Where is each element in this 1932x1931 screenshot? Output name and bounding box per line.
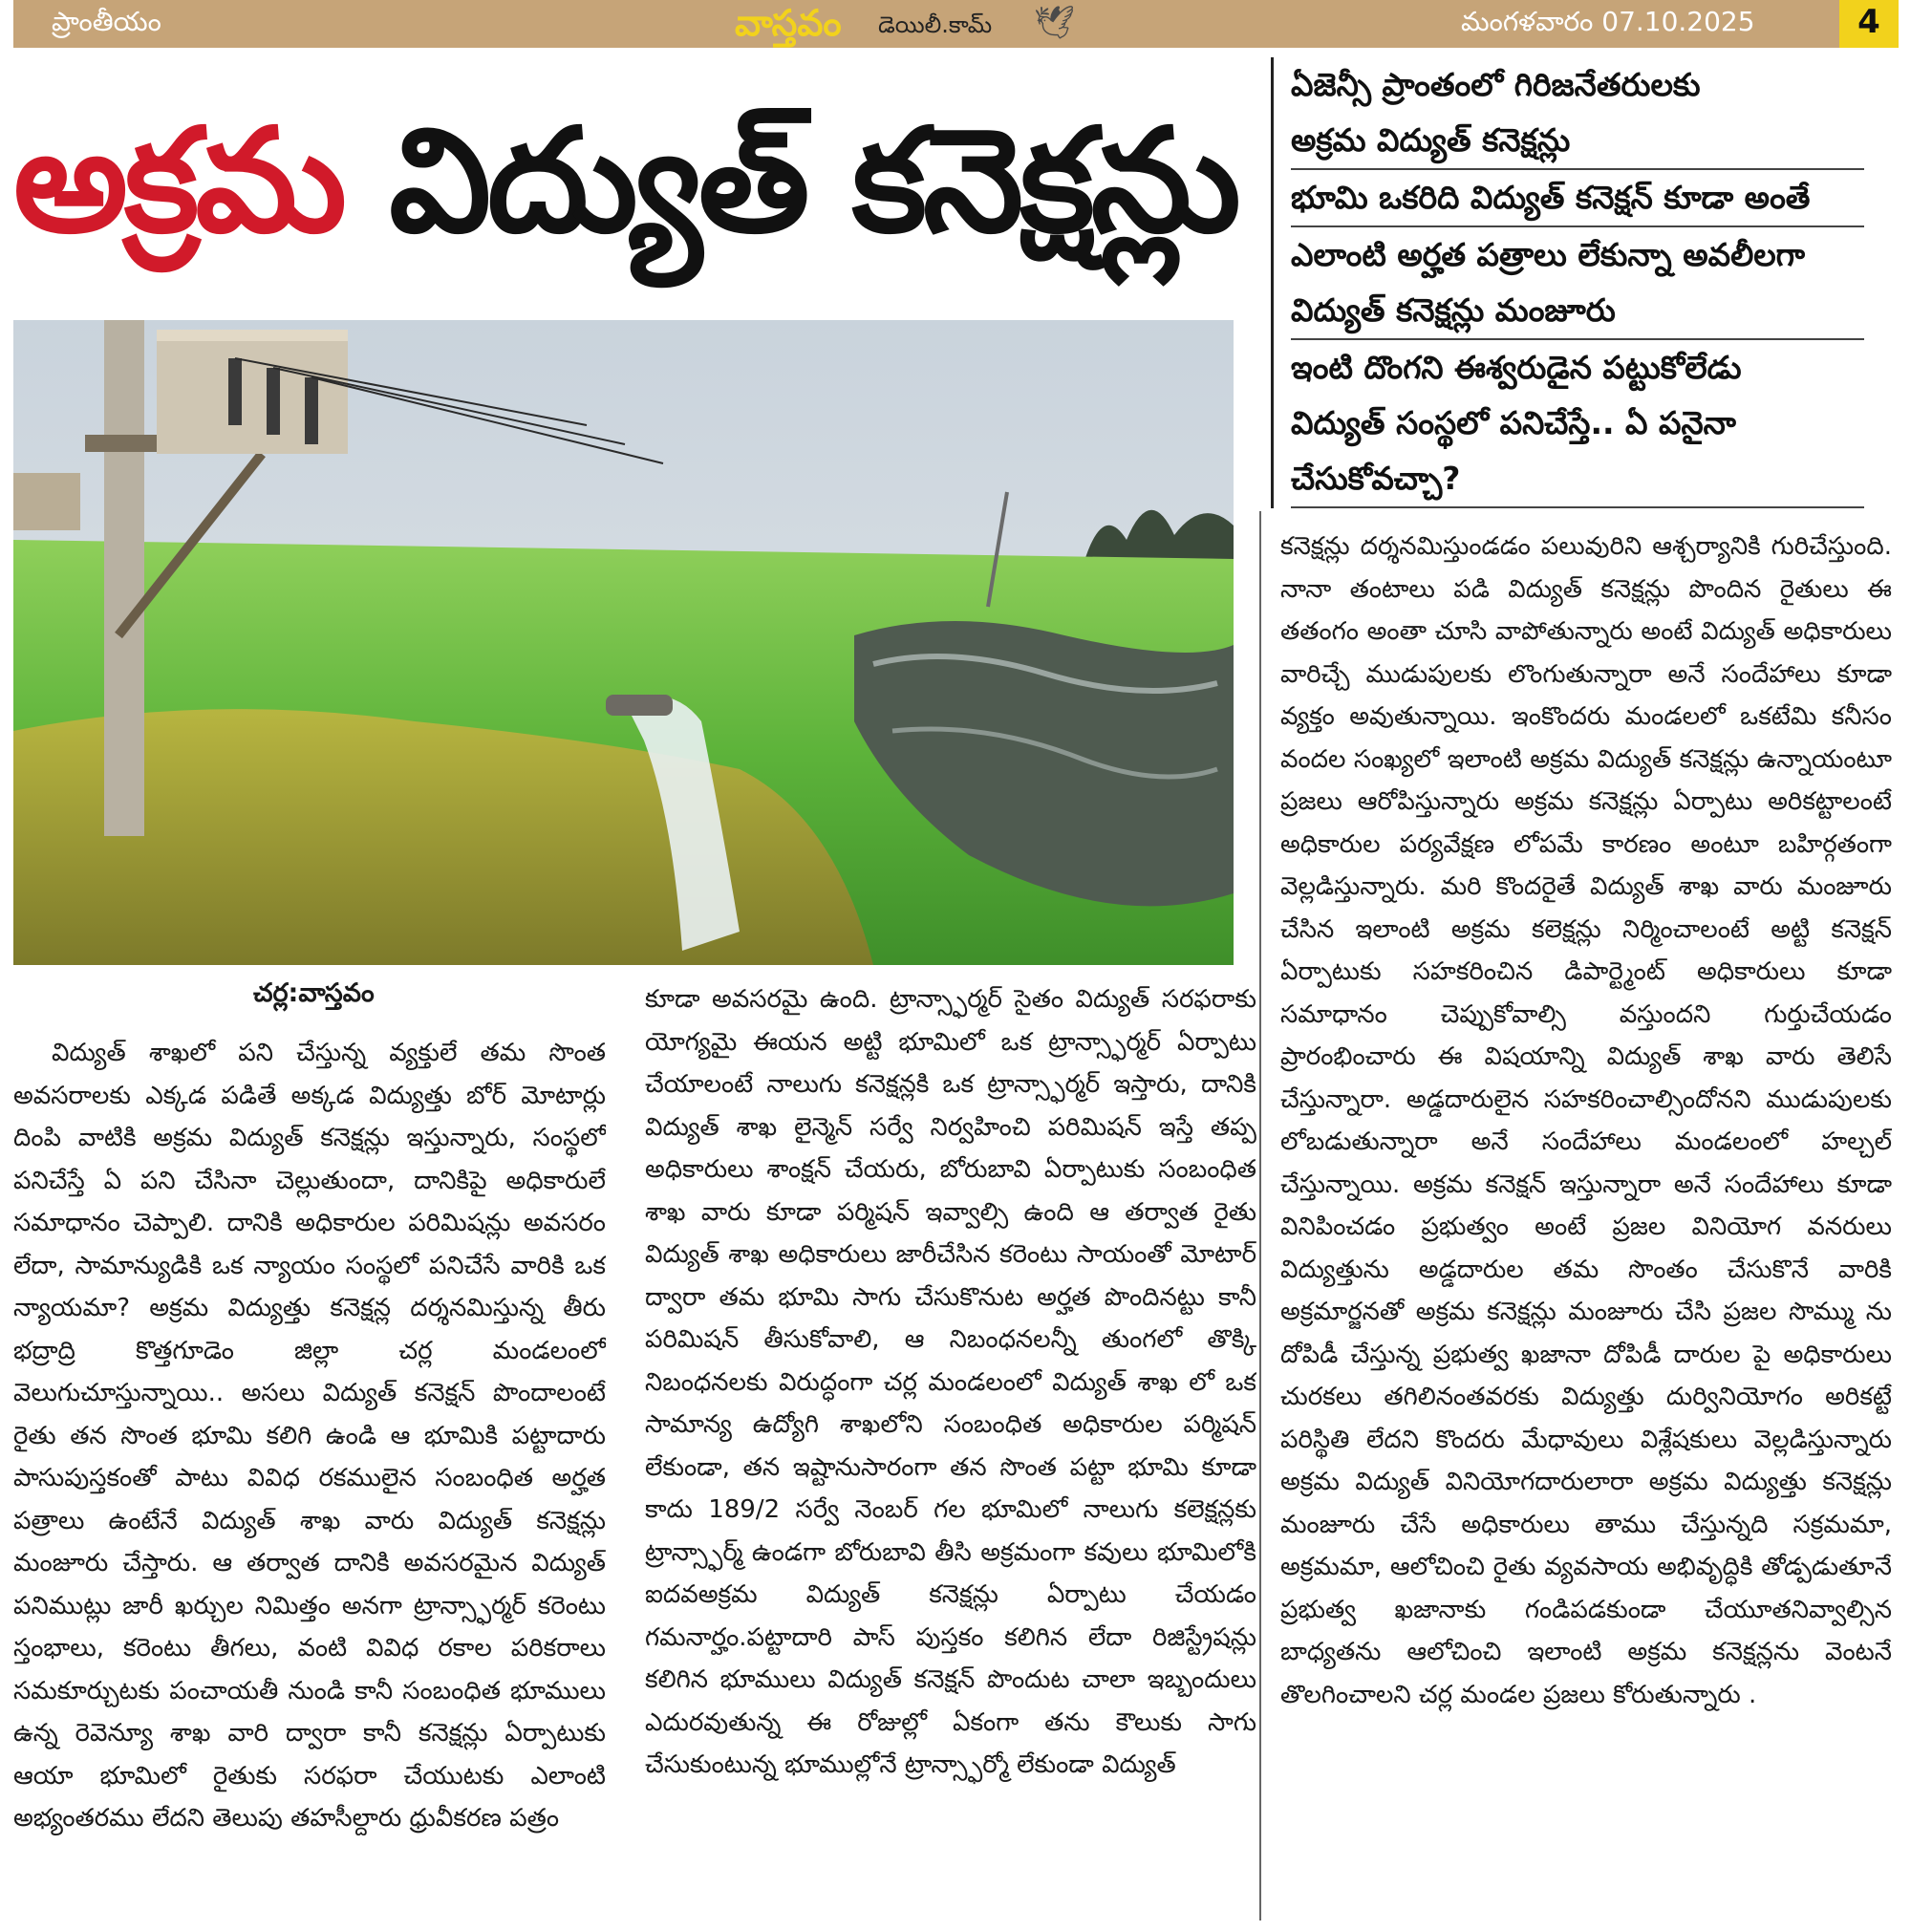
- kicker-line: ఎలాంటి అర్హత పత్రాలు లేకున్నా అవలీలగా: [1291, 236, 1806, 273]
- section-label: ప్రాంతీయం: [52, 6, 161, 37]
- headline-red-part: అక్రమ: [13, 98, 344, 265]
- article-column-2: [645, 978, 1256, 1920]
- kicker-line: ఏజెన్సీ ప్రాంతంలో గిరిజనేతరులకు: [1291, 66, 1701, 103]
- masthead-site: డెయిలీ.కామ్: [878, 11, 993, 38]
- header-bar: [13, 0, 1898, 48]
- article-photo: [13, 320, 1234, 965]
- body-paragraph: విద్యుత్ శాఖలో పని చేస్తున్న వ్యక్తులే తమ సొంత అవసరాలకు ఎక్కడ పడితే అక్కడ విద్యుత్తు బోర్ మోటార్లు దింపి వాటికి అక్రమ విద్యుత్ కనెక్షన్లు ఇస్తున్నారు, సంస్థలో పనిచేస్తే ఏ పని చేసినా చెల్లుతుందా, దానికిపై అధికారులే సమాధానం చెప్పాలి. దానికి అధికారుల పరిమిషన్లు అవసరం లేదా, సామాన్యుడికి ఒక న్యాయం సంస్థలో పనిచేసే వారికి ఒక న్యాయమా? అక్రమ విద్యుత్తు కనెక్షన్ల దర్శనమిస్తున్న తీరు భద్రాద్రి కొత్తగూడెం జిల్లా చర్ల మండలంలో వెలుగుచూస్తున్నాయి.. అసలు విద్యుత్ కనెక్షన్ పొందాలంటే రైతు తన సొంత భూమి కలిగి ఉండి ఆ భూమికి పట్టాదారు పాసుపుస్తకంతో పాటు వివిధ రకములైన సంబంధిత అర్హత పత్రాలు ఉంటేనే విద్యుత్ శాఖ వారు విద్యుత్ కనెక్షన్లు మంజూరు చేస్తారు. ఆ తర్వాత దానికి అవసరమైన విద్యుత్ పనిముట్లు జారీ ఖర్చుల నిమిత్తం అనగా ట్రాన్స్ఫార్మర్ కరెంటు స్తంభాలు, కరెంటు తీగలు, వంటి వివిధ రకాల పరికరాలు సమకూర్చుటకు పంచాయతీ నుండి కానీ సంబంధిత భూములు ఉన్న రెవెన్యూ శాఖ వారి ద్వారా కానీ కనెక్షన్లు ఏర్పాటుకు ఆయా భూమిలో రైతుకు సరఫరా చేయుటకు ఎలాంటి అభ్యంతరము లేదని తెలుపు తహసీల్దారు ధ్రువీకరణ పత్రం: [13, 1039, 606, 1833]
- body-paragraph: కనెక్షన్లు దర్శనమిస్తుండడం పలువురిని ఆశ్చర్యానికి గురిచేస్తుంది. నానా తంటాలు పడి విద్యుత్ కనెక్షన్లు పొందిన రైతులు ఈ తతంగం అంతా చూసి వాపోతున్నారు అంటే విద్యుత్ అధికారులు వారిచ్చే ముడుపులకు లొంగుతున్నారా అనే సందేహాలు కూడా వ్యక్తం అవుతున్నాయి. ఇంకొందరు మండలలో ఒకటేమి కనీసం వందల సంఖ్యలో ఇలాంటి అక్రమ విద్యుత్ కనెక్షన్లు ఉన్నాయంటూ ప్రజలు ఆరోపిస్తున్నారు అక్రమ కనెక్షన్లు ఏర్పాటు అరికట్టాలంటే అధికారుల పర్యవేక్షణ లోపమే కారణం అంటూ బహిర్గతంగా వెల్లడిస్తున్నారు. మరి కొందరైతే విద్యుత్ శాఖ వారు మంజూరు చేసిన ఇలాంటి అక్రమ కలెక్షన్లు నిర్మించాలంటే అట్టి కనెక్షన్ ఏర్పాటుకు సహకరించిన డిపార్ట్మెంట్ అధికారులు కూడా సమాధానం చెప్పుకోవాల్సి వస్తుందని గుర్తుచేయడం ప్రారంభించారు ఈ విషయాన్ని విద్యుత్ శాఖ వారు తెలిసే చేస్తున్నారా. అడ్డదారులైన సహకరించాల్సిందోనని ముడుపులకు లోబడుతున్నారా అనే సందేహాలు మండలంలో హల్చల్ చేస్తున్నాయి. అక్రమ కనెక్షన్ ఇస్తున్నారా అనే సందేహాలు కూడా వినిపించడం ప్రభుత్వం అంటే ప్రజల వినియోగ వనరులు విద్యుత్తును అడ్డదారుల తమ సొంతం చేసుకొనే వారికి అక్రమార్జనతో అక్రమ కనెక్షన్లు మంజూరు చేసి ప్రజల సొమ్ము ను దోపిడీ చేస్తున్న ప్రభుత్వ ఖజానా దోపిడీ దారుల పై అధికారులు చురకలు తగిలినంతవరకు విద్యుత్తు దుర్వినియోగం అరికట్టే పరిస్థితి లేదని కొందరు మేధావులు విశ్లేషకులు వెల్లడిస్తున్నారు అక్రమ విద్యుత్ వినియోగదారులారా అక్రమ విద్యుత్తు కనెక్షన్లు మంజూరు చేసే అధికారులు తాము చేస్తున్నది సక్రమమా, అక్రమమా, ఆలోచించి రైతు వ్యవసాయ అభివృద్ధికి తోడ్పడుతూనే ప్రభుత్వ ఖజానాకు గండిపడకుండా చేయూతనివ్వాల్సిన బాధ్యతను ఆలోచించి ఇలాంటి అక్రమ కనెక్షన్లను వెంటనే తొలగించాలని చర్ల మండల ప్రజలు కోరుతున్నారు .: [1280, 532, 1892, 1709]
- bird-logo-icon: 🕊: [1034, 4, 1076, 42]
- column-divider: [1259, 511, 1261, 1920]
- headline-black-part: విద్యుత్ కనెక్షన్లు: [343, 98, 1237, 265]
- kicker-line: చేసుకోవచ్చా?: [1291, 451, 1864, 508]
- article-column-3: [1280, 526, 1892, 1920]
- kicker-line: విద్యుత్ కనెక్షన్లు మంజూరు: [1291, 283, 1864, 340]
- kicker-box: [1271, 57, 1902, 508]
- issue-date: మంగళవారం 07.10.2025: [1461, 6, 1755, 37]
- masthead-title: వాస్తవం: [735, 2, 842, 44]
- kicker-line: విద్యుత్ సంస్థలో పనిచేస్తే.. ఏ పనైనా: [1291, 404, 1736, 441]
- kicker-line: అక్రమ విద్యుత్ కనెక్షన్లు: [1291, 113, 1864, 170]
- kicker-line: ఇంటి దొంగని ఈశ్వరుడైన పట్టుకోలేడు: [1291, 349, 1742, 386]
- headline: [13, 91, 1256, 282]
- field-transformer-illustration: [13, 320, 1234, 965]
- dateline: చర్ల:వాస్తవం: [253, 978, 375, 1008]
- body-paragraph: కూడా అవసరమై ఉంది. ట్రాన్స్ఫార్మర్ సైతం విద్యుత్ సరఫరాకు యోగ్యమై ఈయన అట్టి భూమిలో ఒక ట్రాన్స్ఫార్మర్ ఏర్పాటు చేయాలంటే నాలుగు కనెక్షన్లకి ఒక ట్రాన్స్ఫార్మర్ ఇస్తారు, దానికి విద్యుత్ శాఖ లైన్మెన్ సర్వే నిర్వహించి పరిమిషన్ ఇస్తే తప్ప అధికారులు శాంక్షన్ చేయరు, బోరుబావి ఏర్పాటుకు సంబంధిత శాఖ వారు కూడా పర్మిషన్ ఇవ్వాల్సి ఉంది ఆ తర్వాత రైతు విద్యుత్ శాఖ అధికారులు జారీచేసిన కరెంటు సాయంతో మోటార్ ద్వారా తమ భూమి సాగు చేసుకొనుట అర్హత పొందినట్టు కానీ పరిమిషన్ తీసుకోవాలి, ఆ నిబంధనలన్నీ తుంగలో తొక్కి నిబంధనలకు విరుద్ధంగా చర్ల మండలంలో విద్యుత్ శాఖ లో ఒక సామాన్య ఉద్యోగి శాఖలోని సంబంధిత అధికారుల పర్మిషన్ లేకుండా, తన ఇష్టానుసారంగా తన సొంత పట్టా భూమి కూడా కాదు 189/2 సర్వే నెంబర్ గల భూమిలో నాలుగు కలెక్షన్లకు ట్రాన్స్ఫార్మ్ ఉండగా బోరుబావి తీసి అక్రమంగా కవులు భూమిలోకి ఐదవఅక్రమ విద్యుత్ కనెక్షన్లు ఏర్పాటు చేయడం గమనార్హం.పట్టాదారి పాస్ పుస్తకం కలిగిన లేదా రిజిస్ట్రేషన్లు కలిగిన భూములు విద్యుత్ కనెక్షన్ పొందుట చాలా ఇబ్బందులు ఎదురవుతున్న ఈ రోజుల్లో ఏకంగా తను కౌలుకు సాగు చేసుకుంటున్న భూముల్లోనే ట్రాన్స్ఫార్మో లేకుండా విద్యుత్: [645, 985, 1256, 1779]
- article-column-1: [13, 1032, 606, 1920]
- kicker-line: భూమి ఒకరిది విద్యుత్ కనెక్షన్ కూడా అంతే: [1291, 170, 1864, 227]
- page-number: 4: [1839, 0, 1899, 48]
